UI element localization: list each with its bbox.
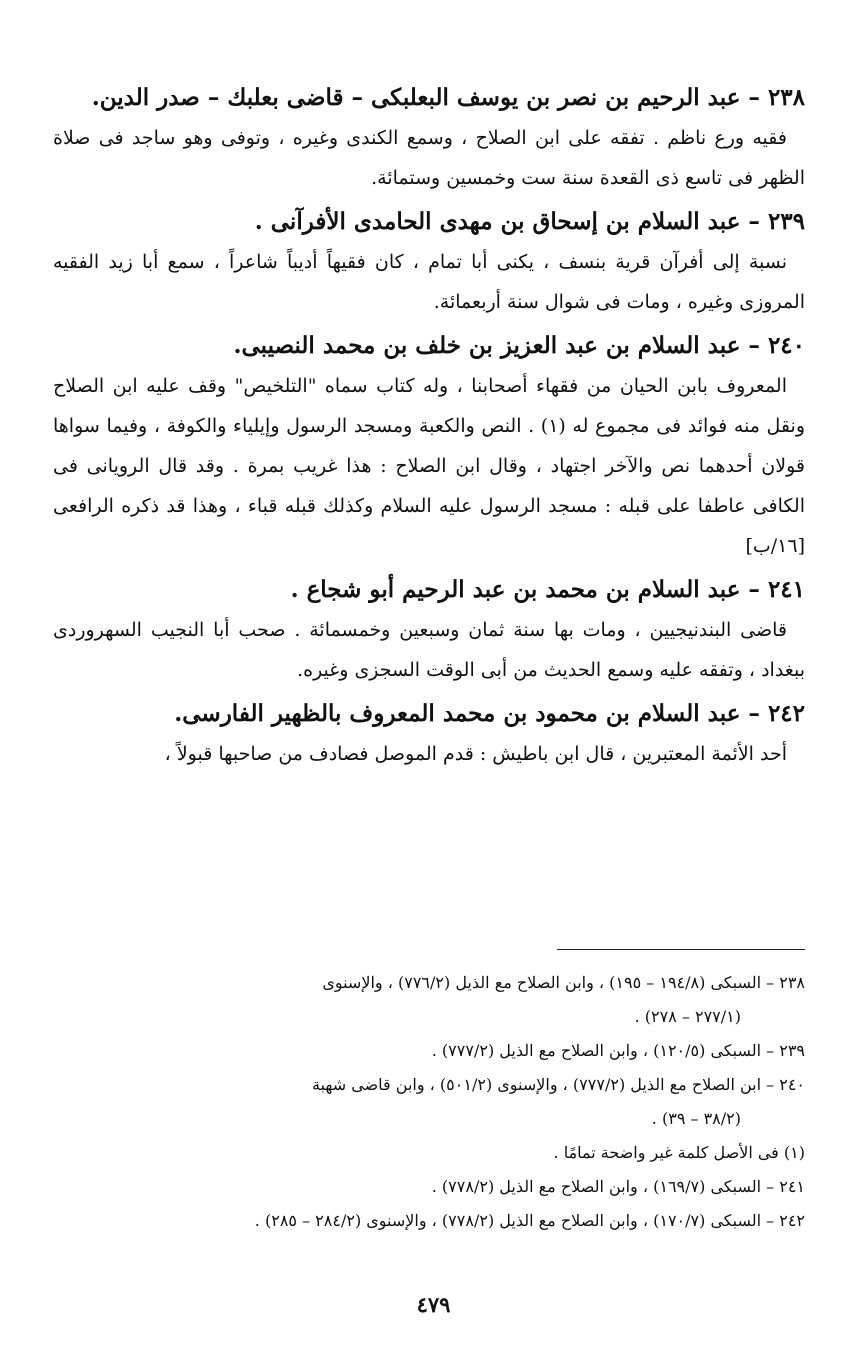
footnote-line: ٢٤٢ – السبكى (١٧٠/٧) ، وابن الصلاح مع الذيل (٧٧٨/٢) ، والإسنوى (٢٨٤/٢ – ٢٨٥) . [254, 1211, 805, 1230]
footnote-line: ٢٤٠ – ابن الصلاح مع الذيل (٧٧٧/٢) ، والإسنوى (٥٠١/٢) ، وابن قاضى شهبة [311, 1075, 805, 1094]
entry-heading: ٢٤٠ – عبد السلام بن عبد العزيز بن خلف بن محمد النصيبى. [233, 332, 805, 359]
entry-heading: ٢٣٩ – عبد السلام بن إسحاق بن مهدى الحامدى الأفرآنى . [254, 208, 805, 235]
entry-body: المعروف بابن الحيان من فقهاء أصحابنا ، وله كتاب سماه "التلخيص" وقف عليه ابن الصلاح ونقل منه فوائد فى مجموع له (١) . النص والكعبة ومسجد الرسول وإيلياء والكوفة ، وفيما سواها قولان أحدهما نص والآخر اجتهاد ، وقال ابن الصلاح : هذا غريب بمرة . وقد قال الرويانى فى الكافى عاطفا على قبله : مسجد الرسول عليه السلام وكذلك قبله قباء ، وهذا قد ذكره الرافعى [١٦/ب] [53, 375, 805, 557]
entry-242 [53, 694, 805, 774]
footnote-continuation: (٣٨/٢ – ٣٩) . [651, 1109, 741, 1128]
footnote-divider [557, 949, 805, 950]
footnote-240 [53, 1068, 805, 1136]
footnote-238 [53, 966, 805, 1034]
footnote-note-1 [53, 1136, 805, 1170]
entry-body: قاضى البندنيجيين ، ومات بها سنة ثمان وسبعين وخمسمائة . صحب أبا النجيب السهروردى ببغداد ، وتفقه عليه وسمع الحديث من أبى الوقت السجزى وغيره. [53, 619, 805, 681]
entry-body: أحد الأئمة المعتبرين ، قال ابن باطيش : قدم الموصل فصادف من صاحبها قبولاً ، [164, 743, 787, 765]
footnote-line: ٢٣٨ – السبكى (١٩٤/٨ – ١٩٥) ، وابن الصلاح مع الذيل (٧٧٦/٢) ، والإسنوى [322, 973, 805, 992]
entry-body: فقيه ورع ناظم . تفقه على ابن الصلاح ، وسمع الكندى وغيره ، وتوفى وهو ساجد فى صلاة الظهر فى تاسع ذى القعدة سنة ست وخمسين وستمائة. [53, 127, 805, 189]
entry-240 [53, 326, 805, 566]
footnote-line: ٢٣٩ – السبكى (١٢٠/٥) ، وابن الصلاح مع الذيل (٧٧٧/٢) . [431, 1041, 805, 1060]
footnote-continuation: (٢٧٧/١ – ٢٧٨) . [634, 1007, 741, 1026]
entry-238 [53, 78, 805, 198]
footnote-line: ٢٤١ – السبكى (١٦٩/٧) ، وابن الصلاح مع الذيل (٧٧٨/٢) . [431, 1177, 805, 1196]
entry-body: نسبة إلى أفرآن قرية بنسف ، يكنى أبا تمام ، كان فقيهاً أديباً شاعراً ، سمع أبا زيد الفقيه المروزى وغيره ، ومات فى شوال سنة أربعمائة. [53, 251, 805, 313]
page-number: ٤٧٩ [416, 1292, 451, 1317]
footnote-line: (١) فى الأصل كلمة غير واضحة تمامًا . [553, 1143, 805, 1162]
entries-section [53, 78, 805, 778]
entry-241 [53, 570, 805, 690]
footnotes-section [53, 966, 805, 1238]
entry-heading: ٢٤١ – عبد السلام بن محمد بن عبد الرحيم أبو شجاع . [290, 576, 805, 603]
entry-heading: ٢٣٨ – عبد الرحيم بن نصر بن يوسف البعلبكى – قاضى بعلبك – صدر الدين. [91, 84, 805, 111]
footnote-242 [53, 1204, 805, 1238]
entry-heading: ٢٤٢ – عبد السلام بن محمود بن محمد المعروف بالظهير الفارسى. [174, 700, 805, 727]
footnote-239 [53, 1034, 805, 1068]
footnote-241 [53, 1170, 805, 1204]
entry-239 [53, 202, 805, 322]
